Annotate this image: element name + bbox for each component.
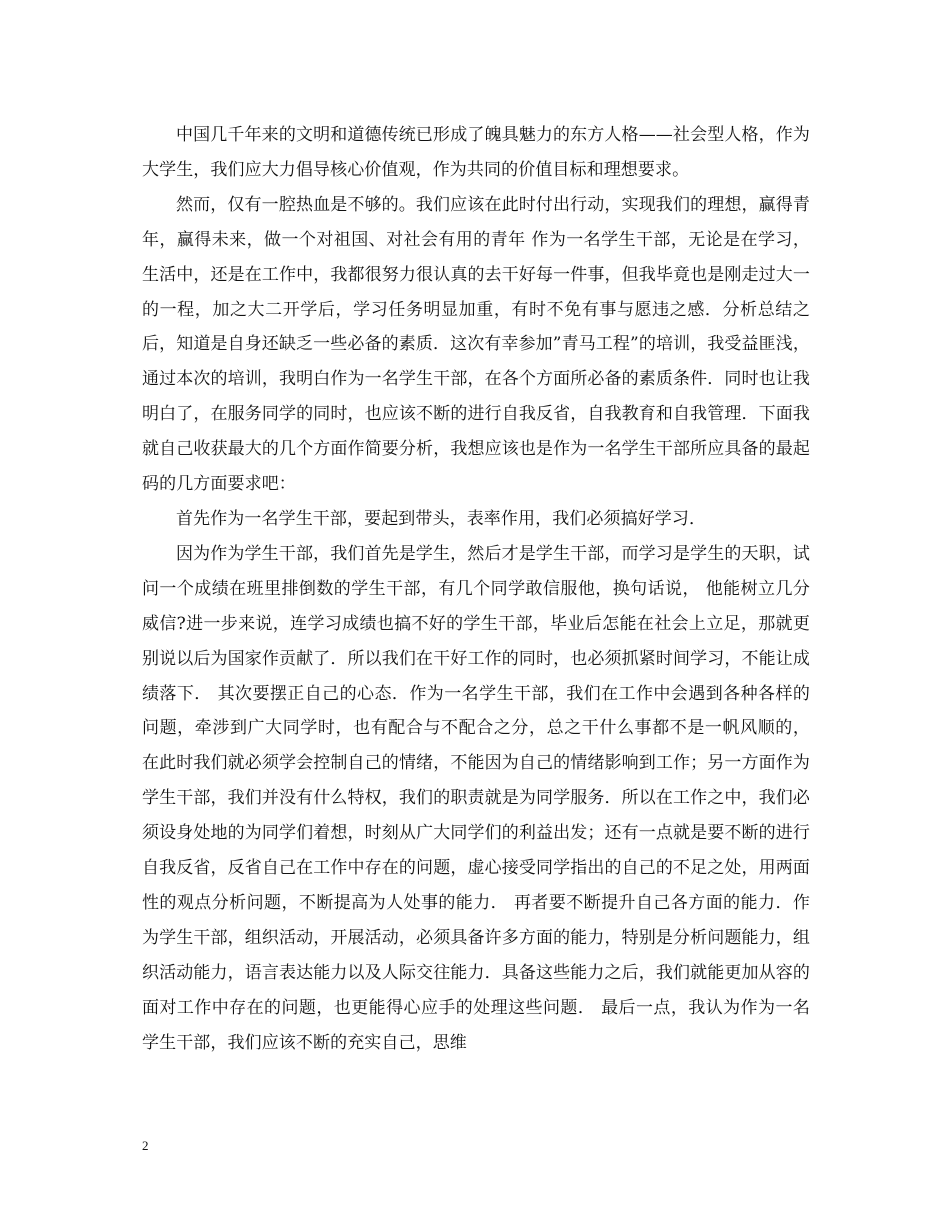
page-number: 2: [142, 1138, 149, 1153]
paragraph-1: 中国几千年来的文明和道德传统已形成了魄具魅力的东方人格——社会型人格，作为大学生，我们应大力倡导核心价值观，作为共同的价值目标和理想要求。: [142, 125, 810, 180]
paragraph-4: 因为作为学生干部，我们首先是学生，然后才是学生干部，而学习是学生的天职，试问一个成绩在班里排倒数的学生干部，有几个同学敢信服他，换句话说， 他能树立几分威信?进一步来说，连学习成绩也搞不好的学生干部，毕业后怎能在社会上立足，那就更别说以后为国家作贡献了．所以我们在干好工作的同时，也必须抓紧时间学习，不能让成绩落下． 其次要摆正自己的心态．作为一名学生干部，我们在工作中会遇到各种各样的问题，牵涉到广大同学时，也有配合与不配合之分，总之干什么事都不是一帆风顺的， 在此时我们就必须学会控制自己的情绪，不能因为自己的情绪影响到工作；另一方面作为学生干部，我们并没有什么特权，我们的职责就是为同学服务．所以在工作之中，我们必须设身处地的为同学们着想，时刻从广大同学们的利益出发；还有一点就是要不断的进行自我反省，反省自己在工作中存在的问题，虚心接受同学指出的自己的不足之处，用两面性的观点分析问题，不断提高为人处事的能力． 再者要不断提升自己各方面的能力．作为学生干部，组织活动，开展活动，必须具备许多方面的能力，特别是分析问题能力，组织活动能力，语言表达能力以及人际交往能力．具备这些能力之后，我们就能更加从容的面对工作中存在的问题，也更能得心应手的处理这些问题． 最后一点，我认为作为一名学生干部，我们应该不断的充实自己，思维: [142, 543, 810, 1053]
paragraph-3: 首先作为一名学生干部，要起到带头，表率作用，我们必须搞好学习．: [176, 508, 707, 529]
paragraph-2: 然而，仅有一腔热血是不够的。我们应该在此时付出行动，实现我们的理想，赢得青年，赢得未来，做一个对祖国、对社会有用的青年 作为一名学生干部，无论是在学习，生活中，还是在工作中，我都很努力很认真的去干好每一件事，但我毕竟也是刚走过大一的一程，加之大二开学后，学习任务明显加重，有时不免有事与愿违之感．分析总结之后，知道是自身还缺乏一些必备的素质．这次有幸参加”青马工程”的培训，我受益匪浅，通过本次的培训，我明白作为一名学生干部，在各个方面所必备的素质条件．同时也让我明白了，在服务同学的同时，也应该不断的进行自我反省，自我教育和自我管理．下面我就自己收获最大的几个方面作简要分析，我想应该也是作为一名学生干部所应具备的最起码的几方面要求吧：: [142, 194, 810, 495]
document-body: [142, 118, 810, 1060]
